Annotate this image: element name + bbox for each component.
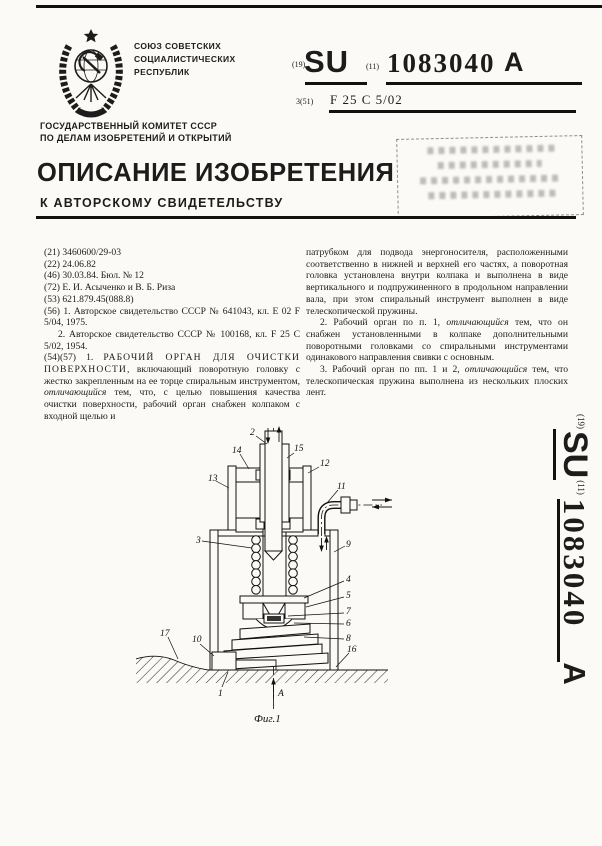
ussr-emblem-icon — [56, 26, 126, 118]
claim-3: 3. Рабочий орган по пп. 1 и 2, отличающийся тем, что телескопическая пружина выполнена из нескольких плоских лент. — [306, 364, 568, 399]
rule — [386, 82, 582, 85]
figure-label: 12 — [320, 459, 330, 469]
left-column — [44, 247, 300, 423]
reference-2: 2. Авторское свидетельство СССР № 100168, кл. F 25 C 5/02, 1954. — [44, 328, 300, 352]
figure-section-label: А — [278, 689, 284, 699]
figure-label: 5 — [346, 591, 351, 601]
claim-2: 2. Рабочий орган по п. 1, отличающийся тем, что он снабжен установленными в колпаке дополнительными поворотными головками со спиральными инструментами одинакового направления свивки с основным. — [306, 317, 568, 364]
claim-1-end: патрубком для подвода энергоносителя, расположенными соответственно в нижней и верхней его частях, а поворотная головка установлена внутри колпака и выполнена в виде вертикального и подпружиненного в продольном направлении вала, при этом спиральный инструмент выполнен в виде телескопической пружины. — [306, 247, 568, 317]
ipc-class: F 25 C 5/02 — [330, 92, 403, 107]
union-line: РЕСПУБЛИК — [134, 67, 190, 77]
committee-line: ПО ДЕЛАМ ИЗОБРЕТЕНИЙ И ОТКРЫТИЙ — [40, 132, 232, 143]
figure-label: 3 — [196, 536, 201, 546]
rule — [305, 82, 367, 85]
registration-stamp — [396, 135, 584, 219]
bib-line: (53) 621.879.45(088.8) — [44, 293, 134, 305]
figure-label: 1 — [218, 689, 223, 699]
ipc-prefix: 3(51) — [296, 97, 314, 106]
figure-label: 17 — [160, 629, 170, 639]
bib-line: (46) 30.03.84. Бюл. № 12 — [44, 270, 144, 282]
claim-1-start: (54)(57) 1. РАБОЧИЙ ОРГАН ДЛЯ ОЧИСТКИ ПОВЕРХНОСТИ, включающий поворотную головку с жестко закрепленным на ее торце спиральным инструментом, отличающийся тем, что, с целью повышения качества очистки поверхности, рабочий орган снабжен колпаком с входной щелью и — [44, 352, 300, 422]
bib-line: (22) 24.06.82 — [44, 258, 96, 270]
union-line: СОЮЗ СОВЕТСКИХ — [134, 41, 222, 51]
figure-label: 9 — [346, 540, 351, 550]
figure-label: 6 — [346, 619, 351, 629]
doc-number: 1083040 — [387, 48, 496, 78]
bib-line: (72) Е. И. Асыченко и В. Б. Риза — [44, 282, 176, 294]
figure-label: 16 — [347, 645, 357, 655]
committee-name — [40, 121, 232, 144]
divider-rule — [36, 216, 576, 219]
sidebar-country-code: SU — [553, 429, 594, 480]
sidebar-code-prefix: (19) — [576, 414, 586, 429]
figure-label: 13 — [208, 474, 218, 484]
kind-code: A — [504, 47, 524, 77]
country-code: SU — [304, 44, 350, 79]
sidebar-num-prefix: (11) — [576, 480, 586, 495]
figure-label: 8 — [346, 634, 351, 644]
bib-line: (21) 3460600/29-03 — [44, 247, 122, 258]
reference-1: (56) 1. Авторское свидетельство СССР № 641043, кл. Е 02 F 5/04, 1975. — [44, 305, 300, 329]
rule — [329, 110, 576, 113]
figure-label: 4 — [346, 575, 351, 585]
figure-label: 7 — [346, 607, 351, 617]
sidebar-doc-number: 1083040 — [557, 498, 592, 629]
figure-label: 14 — [232, 446, 242, 456]
country-code-prefix: (19) — [292, 60, 306, 69]
union-name — [134, 40, 236, 79]
figure-label: 10 — [192, 635, 202, 645]
figure-label: 2 — [250, 428, 255, 438]
committee-line: ГОСУДАРСТВЕННЫЙ КОМИТЕТ СССР — [40, 121, 218, 131]
figure-drawing — [136, 426, 486, 738]
figure-caption: Фиг.1 — [254, 713, 281, 725]
union-line: СОЦИАЛИСТИЧЕСКИХ — [134, 54, 236, 64]
sidebar-kind-code: A — [557, 662, 592, 685]
top-rule — [36, 5, 602, 8]
figure-label: 15 — [294, 444, 304, 454]
page-title: ОПИСАНИЕ ИЗОБРЕТЕНИЯ — [37, 159, 395, 187]
doc-number-prefix: (11) — [366, 62, 380, 71]
right-column — [306, 247, 568, 399]
sidebar-doc-id — [555, 414, 594, 685]
figure-label: 11 — [337, 482, 346, 492]
page-subtitle: К АВТОРСКОМУ СВИДЕТЕЛЬСТВУ — [40, 196, 284, 210]
